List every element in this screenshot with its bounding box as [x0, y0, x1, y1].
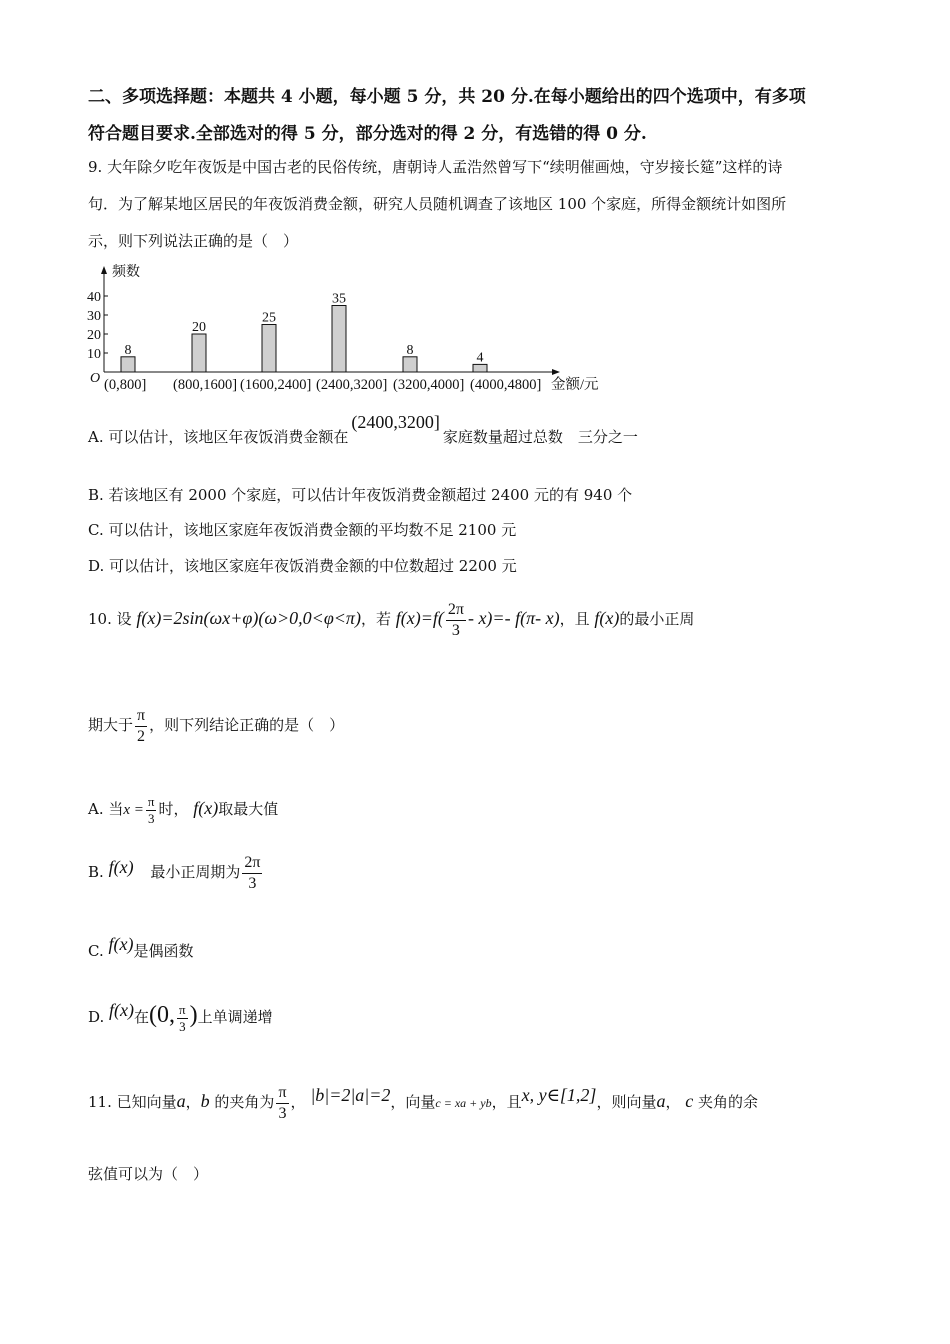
q9-option-d: D. 可以估计，该地区家庭年夜饭消费金额的中位数超过 2200 元: [88, 557, 517, 575]
y-tick-label: 10: [87, 347, 101, 362]
q10-option-b-num: 2π: [242, 853, 262, 874]
section-heading-line2: 符合题目要求.全部选对的得 5 分，部分选对的得 2 分，有选错的得 0 分.: [88, 124, 647, 144]
q10-option-d-interval-left: (0,: [149, 1002, 176, 1028]
q10-option-d-den: 3: [179, 1018, 186, 1034]
q11-norm-equation: |b|=2|a|=2: [310, 1085, 391, 1105]
q10-condition-right: - x)=- f(π- x): [467, 608, 560, 628]
section-heading-line1: 二、多项选择题：本题共 4 小题，每小题 5 分，共 20 分.在每小题给出的四个选项中，有多项: [88, 87, 806, 107]
q10-prefix: 10. 设: [88, 610, 132, 628]
q10-and-text: ，且: [559, 610, 590, 628]
origin-label: O: [90, 371, 101, 386]
y-tick-label: 20: [87, 328, 101, 343]
q10-option-a-fraction: [146, 794, 157, 827]
q10-option-a-num: π: [147, 793, 155, 809]
q10-option-b-fraction: [242, 853, 262, 894]
q10-line2-suffix: ，则下列结论正确的是（ ）: [149, 716, 345, 734]
q10-condition-fraction: [446, 600, 466, 641]
x-category-label: (800,1600]: [173, 377, 238, 393]
q10-option-d-mid: 在: [134, 1008, 150, 1026]
q11-vector-c: c: [685, 1091, 694, 1111]
bar: [262, 325, 276, 373]
q9-stem-line3: 示，则下列说法正确的是（ ）: [88, 232, 299, 250]
q11-vector-a: a: [176, 1091, 186, 1111]
q11-angle-text: 的夹角为: [214, 1093, 275, 1111]
q9-option-a-prefix: A. 可以估计，该地区年夜饭消费金额在: [88, 428, 349, 446]
q11-vector-b: b: [200, 1091, 210, 1111]
x-category-label: (4000,4800]: [470, 377, 542, 393]
q10-option-c-prefix: C.: [88, 942, 104, 960]
y-axis-arrow: [101, 266, 107, 274]
q10-option-c-fx: f(x): [108, 934, 134, 954]
q9-option-a: [88, 412, 638, 447]
q11-vector-text: ，向量: [390, 1093, 436, 1111]
frequency-bar-chart: [86, 262, 626, 397]
q10-option-a-prefix: A. 当: [88, 800, 124, 818]
x-axis-label: 金额/元: [551, 377, 599, 393]
q10-option-a-suffix: 取最大值: [218, 800, 279, 818]
q9-stem-line2: 句．为了解某地区居民的年夜饭消费金额，研究人员随机调查了该地区 100 个家庭，所得金额统计如图所: [88, 195, 787, 213]
q11-and-text: ，且: [491, 1093, 522, 1111]
q10-option-c: [88, 930, 194, 970]
q11-sep1: ，: [185, 1093, 201, 1111]
q10-period-text: 的最小正周: [619, 610, 695, 628]
q11-then-text: ，则向量: [596, 1093, 657, 1111]
q11-angle-den: 3: [278, 1104, 287, 1122]
bar: [403, 357, 417, 372]
x-category-label: (0,800]: [104, 377, 147, 393]
q11-c-definition: c = xa + yb: [435, 1096, 492, 1110]
y-tick-label: 30: [87, 309, 101, 324]
q11-angle-fraction: [276, 1083, 288, 1124]
q10-option-b-prefix: B.: [88, 863, 104, 881]
q11-cos-text: 夹角的余: [698, 1093, 759, 1111]
q11-sep2: ，: [665, 1093, 681, 1111]
bar: [332, 306, 346, 373]
q10-option-b-mid: 最小正周期为: [150, 863, 241, 881]
q11-xy-range: x, y∈[1,2]: [521, 1085, 597, 1105]
q10-condition-den: 3: [451, 621, 460, 639]
q11-angle-num: π: [276, 1083, 288, 1104]
q9-option-a-suffix: 家庭数量超过总数 三分之一: [442, 428, 638, 446]
bar-value-label: 8: [406, 342, 414, 358]
x-axis-arrow: [552, 369, 560, 375]
bar: [473, 364, 487, 372]
x-category-label: (1600,2400]: [240, 377, 312, 393]
q11-prefix: 11. 已知向量: [88, 1093, 177, 1111]
q10-option-d: [88, 990, 273, 1040]
q9-option-c: C. 可以估计，该地区家庭年夜饭消费金额的平均数不足 2100 元: [88, 521, 517, 539]
q10-stem-line2: [88, 702, 344, 748]
q10-line2-fraction: [135, 706, 147, 747]
q10-option-b: [88, 846, 264, 896]
q10-option-d-fraction: [177, 1002, 188, 1035]
q10-option-d-suffix: 上单调递增: [197, 1008, 273, 1026]
q10-option-d-num: π: [179, 1001, 186, 1017]
bar: [192, 334, 206, 372]
q10-option-a-mid: 时，: [158, 800, 189, 818]
q9-option-a-interval: (2400,3200]: [351, 412, 440, 432]
q10-line2-prefix: 期大于: [88, 716, 134, 734]
q11-stem-line2: 弦值可以为（ ）: [88, 1165, 209, 1183]
q10-option-a: [88, 786, 278, 830]
y-tick-label: 40: [87, 290, 101, 305]
q10-if-text: ，若: [360, 610, 391, 628]
q10-option-a-fx: f(x): [193, 798, 219, 818]
q10-stem-line1: [88, 596, 694, 640]
bar-value-label: 25: [262, 310, 276, 326]
q10-option-d-prefix: D.: [88, 1008, 105, 1026]
q10-line2-num: π: [135, 706, 147, 727]
q10-line2-den: 2: [137, 727, 146, 745]
q10-option-d-interval-right: ): [189, 1002, 198, 1028]
q10-condition-num: 2π: [446, 600, 466, 621]
x-category-label: (3200,4000]: [393, 377, 465, 393]
q10-option-b-den: 3: [248, 874, 257, 892]
q9-stem-line1: 9. 大年除夕吃年夜饭是中国古老的民俗传统，唐朝诗人孟浩然曾写下“续明催画烛，守岁接长筵”这样的诗: [88, 158, 783, 176]
q10-option-a-x: x =: [123, 802, 144, 818]
q10-option-b-fx: f(x): [108, 857, 134, 877]
q10-condition-left: f(x)=f(: [395, 608, 444, 628]
y-axis-label: 频数: [112, 265, 140, 280]
q10-fx: f(x): [594, 608, 620, 628]
q10-option-a-den: 3: [147, 810, 155, 826]
bar: [121, 357, 135, 372]
bar-value-label: 35: [332, 291, 346, 307]
q10-option-c-suffix: 是偶函数: [133, 942, 194, 960]
q9-option-b: B. 若该地区有 2000 个家庭，可以估计年夜饭消费金额超过 2400 元的有 940 个: [88, 486, 633, 504]
q10-option-d-fx: f(x): [109, 1000, 135, 1020]
bar-value-label: 8: [124, 342, 132, 358]
q11-vector-a-2: a: [656, 1091, 666, 1111]
bar-value-label: 20: [192, 320, 206, 335]
bar-value-label: 4: [476, 350, 484, 366]
q11-comma: ，: [290, 1093, 306, 1111]
q11-stem-line1: [88, 1076, 758, 1126]
x-category-label: (2400,3200]: [316, 377, 388, 393]
q10-function-def: f(x)=2sin(ωx+φ)(ω>0,0<φ<π): [136, 608, 361, 628]
